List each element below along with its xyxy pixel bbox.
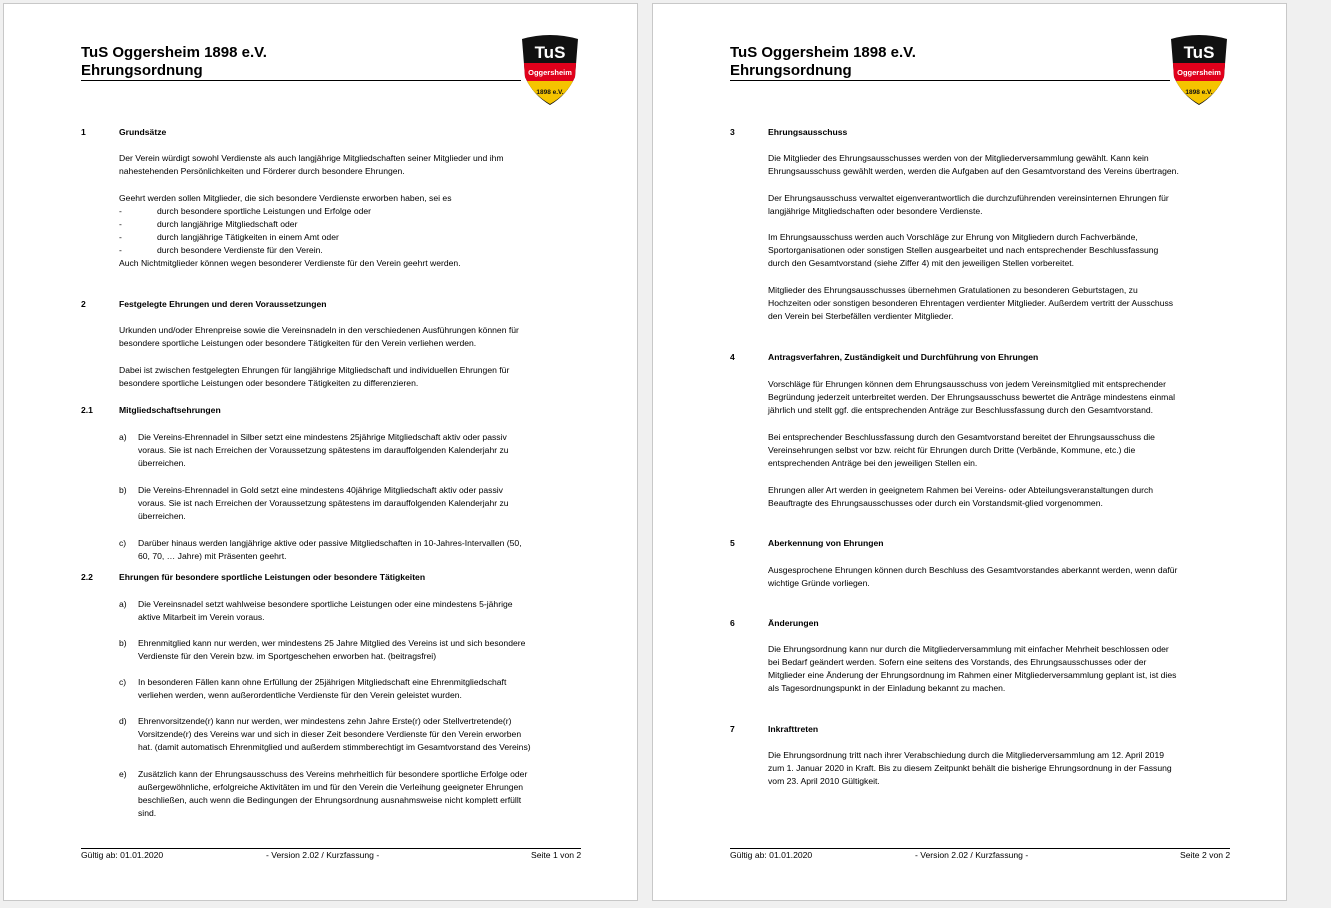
text-line: wichtige Gründe vorliegen.: [768, 578, 870, 588]
text-line: 60, 70, … Jahre) mit Präsenten geehrt.: [138, 551, 287, 561]
paragraph: [768, 749, 1238, 788]
text-line: Ehrungsausschuss gewählt werden, werden die Aufgaben auf den Gesamtvorstand des Vereins übertragen.: [768, 166, 1179, 176]
footer-valid-from: Gültig ab: 01.01.2020: [730, 850, 813, 860]
text-line: voraus. Sie ist nach Erreichen der Voraussetzung spätestens im darauffolgenden Kalenderjahr zu: [138, 498, 509, 508]
section-title: Grundsätze: [119, 127, 167, 137]
section-title: Ehrungen für besondere sportliche Leistungen oder besondere Tätigkeiten: [119, 572, 426, 582]
paragraph: [768, 284, 1238, 323]
section-title: Festgelegte Ehrungen und deren Voraussetzungen: [119, 299, 327, 309]
list-item-text: durch besondere sportliche Leistungen und Erfolge oder: [157, 206, 372, 216]
section-number: 2.1: [81, 405, 93, 415]
text-line: Begründung jederzeit unterbreitet werden. Der Ehrungsausschuss bewertet die Anträge mindestens einmal: [768, 392, 1176, 402]
text-line: Die Vereins-Ehrennadel in Gold setzt eine mindestens 40jährige Mitgliedschaft aktiv oder passiv: [138, 485, 503, 495]
paragraph: [768, 152, 1238, 178]
list-item-text: durch besondere Verdienste für den Verein.: [157, 245, 323, 255]
document-page-2: [652, 3, 1287, 901]
header-club-name: TuS Oggersheim 1898 e.V.: [81, 44, 267, 61]
text-line: langjährige Mitgliedschaften oder besondere Verdienste.: [768, 206, 983, 216]
text-line: In besonderen Fällen kann ohne Erfüllung der 25jährigen Mitgliedschaft eine Ehrenmitgliedschaft: [138, 677, 507, 687]
footer-version: - Version 2.02 / Kurzfassung -: [266, 850, 380, 860]
paragraph: [768, 484, 1238, 510]
section-title: Inkrafttreten: [768, 724, 819, 734]
footer-page-number: Seite 1 von 2: [531, 850, 582, 860]
text-line: verliehen werden, wenn außerordentliche Verdienste für den Verein geleistet wurden.: [138, 690, 462, 700]
item-label: b): [119, 485, 127, 495]
paragraph: [768, 643, 1238, 695]
section-title: Ehrungsausschuss: [768, 127, 848, 137]
text-line: Die Ehrungsordnung kann nur durch die Mitgliederversammlung mit einfacher Mehrheit beschlossen oder: [768, 644, 1169, 654]
text-line: hat. (damit automatisch Ehrenmitglied und außerdem stimmberechtigt im Gesamtvorstand des Vereins): [138, 742, 531, 752]
text-line: Verdienste für den Verein bzw. im Sportgeschehen erworben hat. (beitragsfrei): [138, 651, 437, 661]
logo-text-tus: TuS: [534, 43, 566, 62]
item-label: a): [119, 432, 127, 442]
section-number: 1: [81, 127, 86, 137]
footer-version: - Version 2.02 / Kurzfassung -: [915, 850, 1029, 860]
text-line: zum 1. Januar 2020 in Kraft. Bis zu diesem Zeitpunkt behält die bisherige Ehrungsordnung in der Fassung: [768, 763, 1172, 773]
text-line: Ehrenvorsitzende(r) kann nur werden, wer mindestens zehn Jahre Erste(r) oder Stellvertretende(r): [138, 716, 512, 726]
item-label: c): [119, 677, 127, 687]
header-document-title: Ehrungsordnung: [730, 62, 852, 79]
text-line: Die Vereinsnadel setzt wahlweise besondere sportliche Leistungen oder eine mindestens 5-jährige: [138, 599, 513, 609]
section-title: Antragsverfahren, Zuständigkeit und Durchführung von Ehrungen: [768, 352, 1039, 362]
item-label: c): [119, 538, 127, 548]
section-number: 2.2: [81, 572, 93, 582]
header-rule: [81, 80, 521, 81]
text-line: Vereinsehrungen selbst vor bzw. reicht für Ehrungen durch Dritte (Verbände, Kommune, etc.) die: [768, 445, 1136, 455]
paragraph: [768, 192, 1238, 218]
text-line: Die Ehrungsordnung tritt nach ihrer Verabschiedung durch die Mitgliederversammlung am 12. April 2019: [768, 750, 1165, 760]
paragraph: [119, 324, 589, 350]
section-number: 6: [730, 618, 735, 628]
section-title: Aberkennung von Ehrungen: [768, 538, 884, 548]
section-title: Änderungen: [768, 618, 819, 628]
text-line: aktive Mitarbeit im Verein voraus.: [138, 612, 265, 622]
footer-page-number: Seite 2 von 2: [1180, 850, 1231, 860]
list-item-text: durch langjährige Tätigkeiten in einem Amt oder: [157, 232, 339, 242]
logo-text-year: 1898 e.V.: [536, 89, 564, 96]
logo-text-oggersheim: Oggersheim: [1177, 68, 1221, 77]
paragraph: [768, 431, 1238, 470]
text-line: beschließen, auch wenn die Bedingungen der Ehrungsordnung ausnahmsweise nicht komplett erfüllt: [138, 795, 522, 805]
text-line: Vorsitzende(r) des Vereins war und sich in dieser Zeit besondere Verdienste für den Verein erworben: [138, 729, 522, 739]
text-line: Bei entsprechender Beschlussfassung durch den Gesamtvorstand bereitet der Ehrungsausschuss die: [768, 432, 1155, 442]
text-line: als Tagesordnungspunkt in der Einladung bekannt zu machen.: [768, 683, 1006, 693]
text-line: überreichen.: [138, 511, 186, 521]
text-line: sind.: [138, 808, 157, 818]
text-line: jährlich und stellt ggf. die entsprechenden Anträge zur Beschlussfassung durch den Gesamtvorstand.: [768, 405, 1154, 415]
text-line: überreichen.: [138, 458, 186, 468]
text-line: besondere sportliche Leistungen oder besondere Tätigkeiten für den Verein verliehen werden.: [119, 338, 477, 348]
club-logo: [517, 33, 583, 107]
text-line: Ehrenmitglied kann nur werden, wer mindestens 25 Jahre Mitglied des Vereins ist und sich besondere: [138, 638, 526, 648]
logo-text-year: 1898 e.V.: [1185, 89, 1213, 96]
text-line: Der Ehrungsausschuss verwaltet eigenverantwortlich die durchzuführenden vereinsinternen Ehrungen für: [768, 193, 1169, 203]
text-line: außergewöhnliche, erfolgreiche Aktivitäten im und für den Verein die Verleihung geeigneter Ehrungen: [138, 782, 524, 792]
section-title: Mitgliedschaftsehrungen: [119, 405, 221, 415]
text-line: besondere sportliche Leistungen oder besondere Tätigkeiten zu differenzieren.: [119, 378, 419, 388]
text-line: Die Mitglieder des Ehrungsausschusses werden von der Mitgliederversammlung gewählt. Kann kein: [768, 153, 1149, 163]
text-line: Sportorganisationen oder sonstigen Stellen ausgearbeitet und nach entsprechender Beschlussfassung: [768, 245, 1159, 255]
text-line: voraus. Sie ist nach Erreichen der Voraussetzung spätestens im darauffolgenden Kalenderjahr zu: [138, 445, 509, 455]
text-line: Ausgesprochene Ehrungen können durch Beschluss des Gesamtvorstandes aberkannt werden, wenn dafür: [768, 565, 1178, 575]
text-line: durch den Gesamtvorstand (siehe Ziffer 4) mit den jeweiligen Stellen vorbereitet.: [768, 258, 1075, 268]
text-line: Die Vereins-Ehrennadel in Silber setzt eine mindestens 25jährige Mitgliedschaft aktiv oder passiv: [138, 432, 507, 442]
section-number: 5: [730, 538, 735, 548]
header-rule: [730, 80, 1170, 81]
text-line: Im Ehrungsausschuss werden auch Vorschläge zur Ehrung von Mitgliedern durch Fachverbände,: [768, 232, 1138, 242]
text-line: Ehrungen aller Art werden in geeignetem Rahmen bei Vereins- oder Abteilungsveranstaltungen durch: [768, 485, 1154, 495]
text-line: nahestehenden Persönlichkeiten und Förderer durch besondere Ehrungen.: [119, 166, 405, 176]
text-line: Hochzeiten oder sonstigen besonderen Ehrentagen verdienter Mitglieder. Außerdem vertritt der Ausschuss: [768, 298, 1174, 308]
paragraph: Geehrt werden sollen Mitglieder, die sich besondere Verdienste erworben haben, sei es: [119, 193, 452, 203]
text-line: den Verein bei Sterbefällen verdienter Mitglieder.: [768, 311, 954, 321]
footer-valid-from: Gültig ab: 01.01.2020: [81, 850, 164, 860]
text-line: Mitglieder eine Änderung der Ehrungsordnung im Rahmen einer Mitgliederversammlung geplant ist, ist dies: [768, 670, 1177, 680]
section-number: 2: [81, 299, 86, 309]
text-line: Mitglieder des Ehrungsausschusses übernehmen Gratulationen zu besonderen Geburtstagen, zu: [768, 285, 1138, 295]
header-document-title: Ehrungsordnung: [81, 62, 203, 79]
text-line: Zusätzlich kann der Ehrungsausschuss des Vereins mehrheitlich für besondere sportliche Erfolge oder: [138, 769, 528, 779]
paragraph: [768, 378, 1238, 417]
section-number: 3: [730, 127, 735, 137]
text-line: bei Bedarf geändert werden. Sofern eine seitens des Vorstands, des Ehrungsausschusses oder der: [768, 657, 1147, 667]
item-label: d): [119, 716, 127, 726]
paragraph: [768, 231, 1238, 270]
paragraph: [768, 564, 1238, 590]
text-line: entsprechenden Anträge bei den jeweiligen Stellen ein.: [768, 458, 978, 468]
logo-text-tus: TuS: [1183, 43, 1215, 62]
text-line: Der Verein würdigt sowohl Verdienste als auch langjährige Mitgliedschaften seiner Mitglieder und ihm: [119, 153, 504, 163]
document-page-1: TuS Oggersheim 1898 e.V. Ehrungsordnung TuS Oggersheim 1898 e.V. 1 Grundsätze Der Verein würdigt sowohl Verdienste als auch langjährige Mitgliedschaften seiner Mitglieder und ihm nahestehenden Persönlichkeiten und Förderer durch besondere Ehrungen. Geehrt werden sollen Mitglieder, die sich besondere Verdienste erworben haben, sei es - durch besondere sportliche Leistungen und Erfolge oder - durch langjährige Mitgliedschaft oder - durch langjährige Tätigkeiten in einem Amt oder - durch besondere Verdienste für den Verein. Auch Nichtmitglieder können wegen besonderer Verdienste für den Verein geehrt werden. 2 Festgelegte Ehrungen und deren Voraussetzungen Urkunden und/oder Ehrenpreise sowie die Vereinsnadeln in den verschiedenen Ausführungen können für besondere sportliche Leistungen oder besondere Tätigkeiten für den Verein verliehen werden. Dabei ist zwischen festgelegten Ehrungen für langjährige Mitgliedschaft und individuellen Ehrungen für besondere sportliche Leistungen oder besondere Tätigkeiten zu differenzieren. 2.1 Mitgliedschaftsehrungen a) Die Vereins-Ehrennadel in Silber setzt eine mindestens 25jährige Mitgliedschaft aktiv oder passiv voraus. Sie ist nach Erreichen der Voraussetzung spätestens im darauffolgenden Kalenderjahr zu überreichen. b) Die Vereins-Ehrennadel in Gold setzt eine mindestens 40jährige Mitgliedschaft aktiv oder passiv voraus. Sie ist nach Erreichen der Voraussetzung spätestens im darauffolgenden Kalenderjahr zu überreichen. c) Darüber hinaus werden langjährige aktive oder passive Mitgliedschaften in 10-Jahres-Intervallen (50, 60, 70, … Jahre) mit Präsenten geehrt. 2.2 Ehrungen für besondere sportliche Leistungen oder besondere Tätigkeiten a) Die Vereinsnadel setzt wahlweise besondere sportliche Leistungen oder eine mindestens 5-jährige aktive Mitarbeit im Verein voraus. b) Ehrenmitglied kann nur werden, wer mindestens 25 Jahre Mitglied des Vereins ist und sich besondere Verdienste für den Verein bzw. im Sportgeschehen erworben hat. (beitragsfrei) c) In besonderen Fällen kann ohne Erfüllung der 25jährigen Mitgliedschaft eine Ehrenmitgliedschaft verliehen werden, wenn außerordentliche Verdienste für den Verein geleistet wurden. d) Ehrenvorsitzende(r) kann nur werden, wer mindestens zehn Jahre Erste(r) oder Stellvertretende(r) Vorsitzende(r) des Vereins war und sich in dieser Zeit besondere Verdienste für den Verein erworben hat. (damit automatisch Ehrenmitglied und außerdem stimmberechtigt im Gesamtvorstand des Vereins) e) Zusätzlich kann der Ehrungsausschuss des Vereins mehrheitlich für besondere sportliche Erfolge oder außergewöhnliche, erfolgreiche Aktivitäten im und für den Verein die Verleihung geeigneter Ehrungen beschließen, auch wenn die Bedingungen der Ehrungsordnung ausnahmsweise nicht komplett erfüllt sind. Gültig ab: 01.01.2020 - Version 2.02 / Kurzfassung - Seite 1 von 2: [3, 3, 638, 901]
section-number: 7: [730, 724, 735, 734]
text-line: Dabei ist zwischen festgelegten Ehrungen für langjährige Mitgliedschaft und individuellen Ehrungen für: [119, 365, 510, 375]
list-item-text: durch langjährige Mitgliedschaft oder: [157, 219, 298, 229]
header-club-name: TuS Oggersheim 1898 e.V.: [730, 44, 916, 61]
item-label: b): [119, 638, 127, 648]
paragraph: Auch Nichtmitglieder können wegen besonderer Verdienste für den Verein geehrt werden.: [119, 258, 461, 268]
text-line: Beauftragte des Ehrungsausschusses oder durch ein Vorstandsmit-glied vorgenommen.: [768, 498, 1103, 508]
logo-text-oggersheim: Oggersheim: [528, 68, 572, 77]
paragraph: [119, 152, 589, 178]
item-label: a): [119, 599, 127, 609]
text-line: vom 23. April 2010 Gültigkeit.: [768, 776, 880, 786]
text-line: Darüber hinaus werden langjährige aktive oder passive Mitgliedschaften in 10-Jahres-Intervallen (50,: [138, 538, 522, 548]
paragraph: [119, 364, 589, 390]
club-logo: [1166, 33, 1232, 107]
item-label: e): [119, 769, 127, 779]
text-line: Urkunden und/oder Ehrenpreise sowie die Vereinsnadeln in den verschiedenen Ausführungen können für: [119, 325, 519, 335]
text-line: Vorschläge für Ehrungen können dem Ehrungsausschuss von jedem Vereinsmitglied mit entsprechender: [768, 379, 1166, 389]
section-number: 4: [730, 352, 735, 362]
